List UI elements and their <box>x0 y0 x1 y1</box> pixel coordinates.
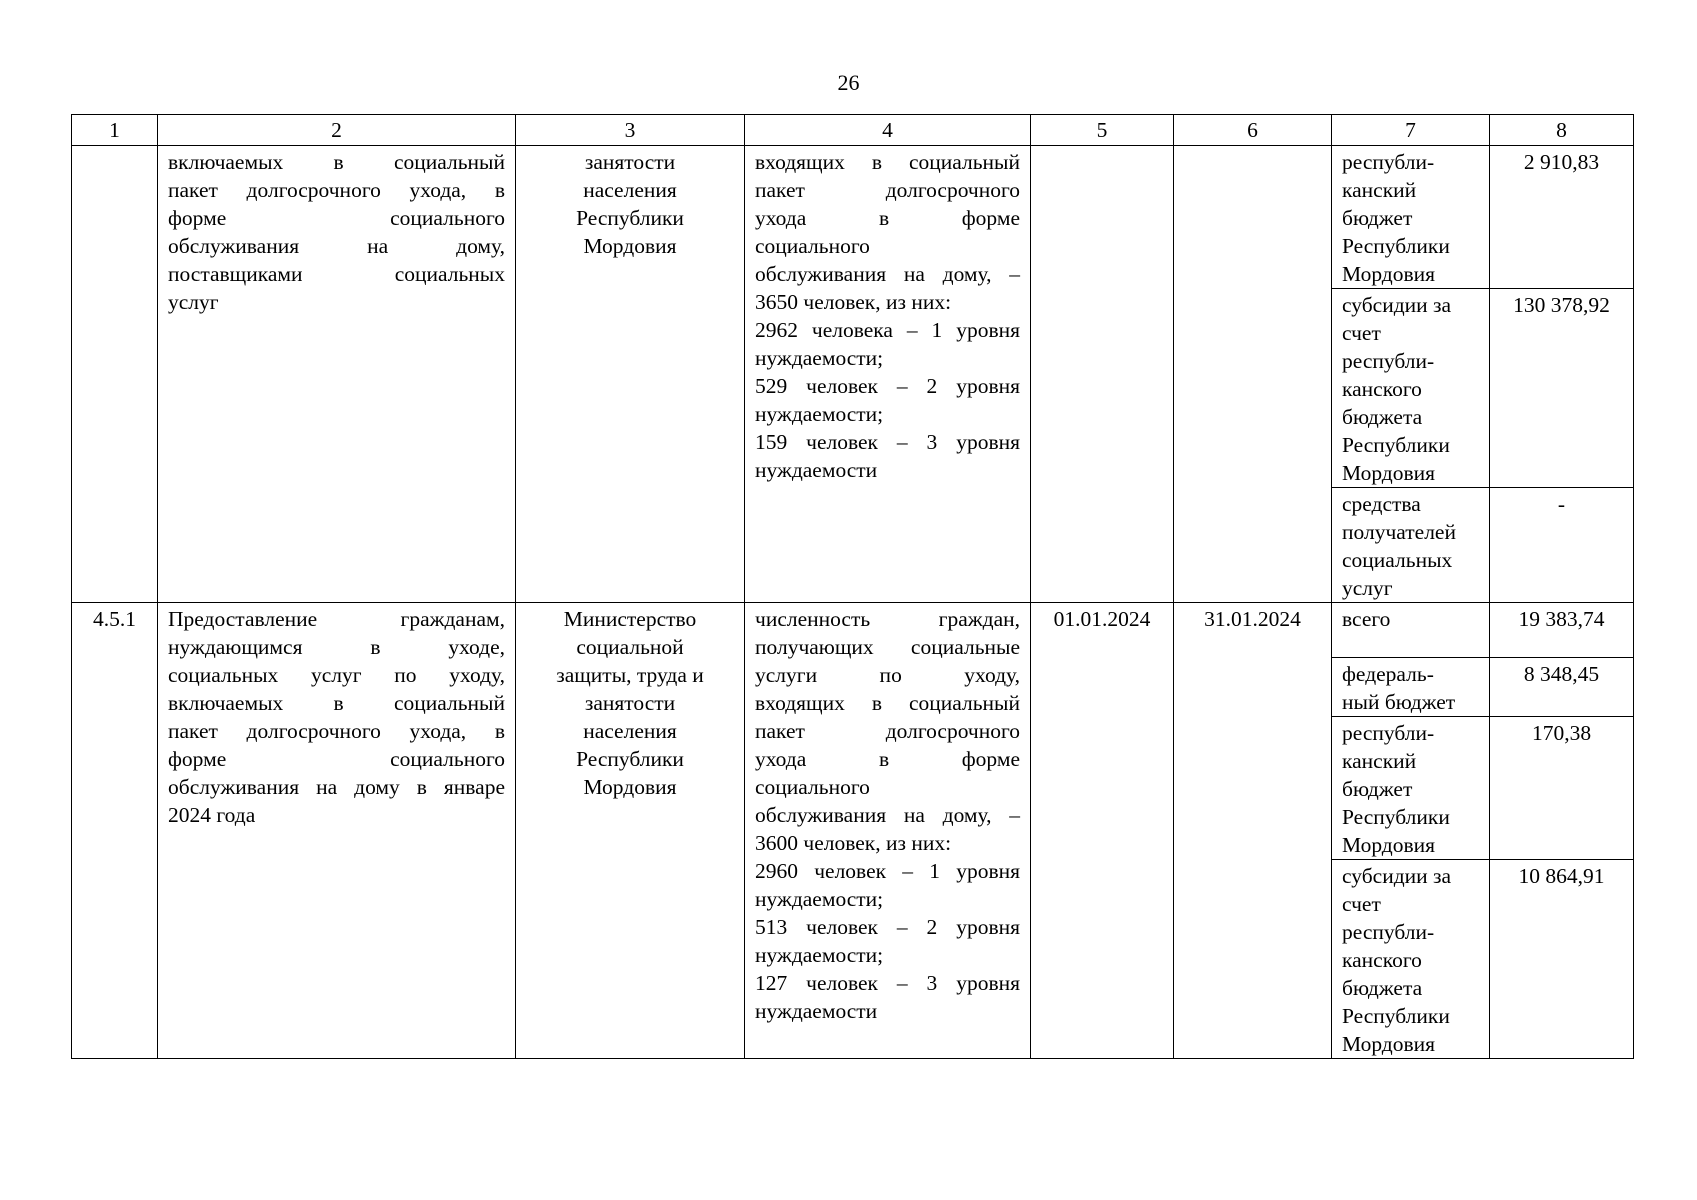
start-date-cell <box>1031 146 1174 603</box>
text-line: пакет долгосрочного ухода, в <box>168 178 505 202</box>
text-line: Мордовия <box>1342 461 1436 485</box>
text-line: Мордовия <box>1342 1032 1436 1056</box>
text-line: социальных услуг по уходу, <box>168 663 505 687</box>
text-line: населения <box>583 178 677 202</box>
text-line: обслуживания на дому в январе <box>168 775 505 799</box>
text-line: социальной <box>576 635 684 659</box>
text-line: республи- <box>1342 721 1435 745</box>
text-line: услуг <box>1342 576 1393 600</box>
text-line: бюджета <box>1342 976 1423 1000</box>
text-line: субсидии за <box>1342 864 1452 888</box>
funding-source-cell <box>1332 717 1490 860</box>
text-line: Мордовия <box>1342 833 1436 857</box>
text-line: социальных <box>1342 548 1453 572</box>
amount-cell: - <box>1490 488 1634 603</box>
text-line: Мордовия <box>583 234 677 258</box>
text-line: обслуживания на дому, <box>168 234 505 258</box>
end-date-cell: 31.01.2024 <box>1174 603 1332 1059</box>
text-line: нуждаемости; <box>755 402 884 426</box>
indicator-cell <box>745 146 1031 603</box>
text-line: обслуживания на дому, – <box>755 803 1020 827</box>
amount-cell: 19 383,74 <box>1490 603 1634 658</box>
amount-cell: 8 348,45 <box>1490 658 1634 717</box>
text-line: счет <box>1342 321 1381 345</box>
text-line: 3650 человек, из них: <box>755 290 952 314</box>
amount-cell: 170,38 <box>1490 717 1634 860</box>
text-line: средства <box>1342 492 1421 516</box>
text-line: нуждающимся в уходе, <box>168 635 505 659</box>
text-line: 2960 человек – 1 уровня <box>755 859 1020 883</box>
text-line: бюджет <box>1342 206 1413 230</box>
text-line: республи- <box>1342 920 1435 944</box>
table-row-continued <box>72 146 1634 289</box>
text-line: ухода в форме <box>755 747 1020 771</box>
start-date-cell: 01.01.2024 <box>1031 603 1174 1059</box>
column-number: 8 <box>1490 115 1634 146</box>
page-number: 26 <box>837 70 860 95</box>
text-line: Республики <box>576 206 684 230</box>
text-line: канский <box>1342 749 1417 773</box>
plan-table <box>71 114 1634 1059</box>
text-line: пакет долгосрочного <box>755 178 1020 202</box>
text-line: бюджета <box>1342 405 1423 429</box>
text-line: нуждаемости; <box>755 346 884 370</box>
text-line: Предоставление гражданам, <box>168 607 505 631</box>
text-line: ный бюджет <box>1342 690 1456 714</box>
text-line: включаемых в социальный <box>168 150 505 174</box>
text-line: 2024 года <box>168 803 256 827</box>
row-number-cell: 4.5.1 <box>72 603 158 1059</box>
text-line: бюджет <box>1342 777 1413 801</box>
text-line: Министерство <box>563 607 697 631</box>
text-line: населения <box>583 719 677 743</box>
text-line: обслуживания на дому, – <box>755 262 1020 286</box>
funding-source-cell <box>1332 146 1490 289</box>
text-line: включаемых в социальный <box>168 691 505 715</box>
text-line: счет <box>1342 892 1381 916</box>
text-line: получателей <box>1342 520 1456 544</box>
text-line: защиты, труда и <box>556 663 704 687</box>
text-line: 529 человек – 2 уровня <box>755 374 1020 398</box>
text-line: Мордовия <box>1342 262 1436 286</box>
text-line: субсидии за <box>1342 293 1452 317</box>
text-line: численность граждан, <box>755 607 1020 631</box>
funding-source-cell <box>1332 603 1490 658</box>
end-date-cell <box>1174 146 1332 603</box>
text-line: Республики <box>1342 433 1450 457</box>
text-line: социального <box>755 234 870 258</box>
column-number: 7 <box>1332 115 1490 146</box>
text-line: 2962 человека – 1 уровня <box>755 318 1020 342</box>
text-line: социального <box>755 775 870 799</box>
text-line: республи- <box>1342 349 1435 373</box>
text-line: пакет долгосрочного <box>755 719 1020 743</box>
funding-source-cell <box>1332 658 1490 717</box>
text-line: форме социального <box>168 747 505 771</box>
text-line: услуг <box>168 290 219 314</box>
text-line: федераль- <box>1342 662 1434 686</box>
row-number-cell <box>72 146 158 603</box>
executor-cell <box>516 603 745 1059</box>
text-line: Мордовия <box>583 775 677 799</box>
text-line: Республики <box>1342 234 1450 258</box>
amount-cell: 10 864,91 <box>1490 860 1634 1059</box>
text-line: входящих в социальный <box>755 150 1020 174</box>
text-line: 513 человек – 2 уровня <box>755 915 1020 939</box>
column-number: 1 <box>72 115 158 146</box>
text-line: канского <box>1342 948 1422 972</box>
funding-source-cell <box>1332 860 1490 1059</box>
text-line: Республики <box>576 747 684 771</box>
executor-cell <box>516 146 745 603</box>
activity-cell <box>158 603 516 1059</box>
text-line: нуждаемости; <box>755 943 884 967</box>
text-line: получающих социальные <box>755 635 1020 659</box>
column-number-row <box>72 115 1634 146</box>
table-row-4-5-1 <box>72 603 1634 658</box>
text-line: услуги по уходу, <box>755 663 1020 687</box>
funding-source-cell <box>1332 488 1490 603</box>
text-line: 3600 человек, из них: <box>755 831 952 855</box>
text-line: нуждаемости <box>755 458 878 482</box>
text-line: нуждаемости <box>755 999 878 1023</box>
text-line: входящих в социальный <box>755 691 1020 715</box>
text-line: 127 человек – 3 уровня <box>755 971 1020 995</box>
text-line: пакет долгосрочного ухода, в <box>168 719 505 743</box>
text-line: занятости <box>584 691 676 715</box>
column-number: 2 <box>158 115 516 146</box>
text-line: всего <box>1342 607 1391 631</box>
column-number: 6 <box>1174 115 1332 146</box>
text-line: нуждаемости; <box>755 887 884 911</box>
text-line: канский <box>1342 178 1417 202</box>
column-number: 4 <box>745 115 1031 146</box>
spacer <box>1342 633 1479 657</box>
text-line: республи- <box>1342 150 1435 174</box>
column-number: 5 <box>1031 115 1174 146</box>
text-line: Республики <box>1342 1004 1450 1028</box>
text-line: ухода в форме <box>755 206 1020 230</box>
text-line: поставщиками социальных <box>168 262 505 286</box>
activity-cell <box>158 146 516 603</box>
text-line: канского <box>1342 377 1422 401</box>
text-line: Республики <box>1342 805 1450 829</box>
indicator-cell <box>745 603 1031 1059</box>
funding-source-cell <box>1332 289 1490 488</box>
column-number: 3 <box>516 115 745 146</box>
amount-cell: 2 910,83 <box>1490 146 1634 289</box>
text-line: 159 человек – 3 уровня <box>755 430 1020 454</box>
text-line: занятости <box>584 150 676 174</box>
amount-cell: 130 378,92 <box>1490 289 1634 488</box>
text-line: форме социального <box>168 206 505 230</box>
